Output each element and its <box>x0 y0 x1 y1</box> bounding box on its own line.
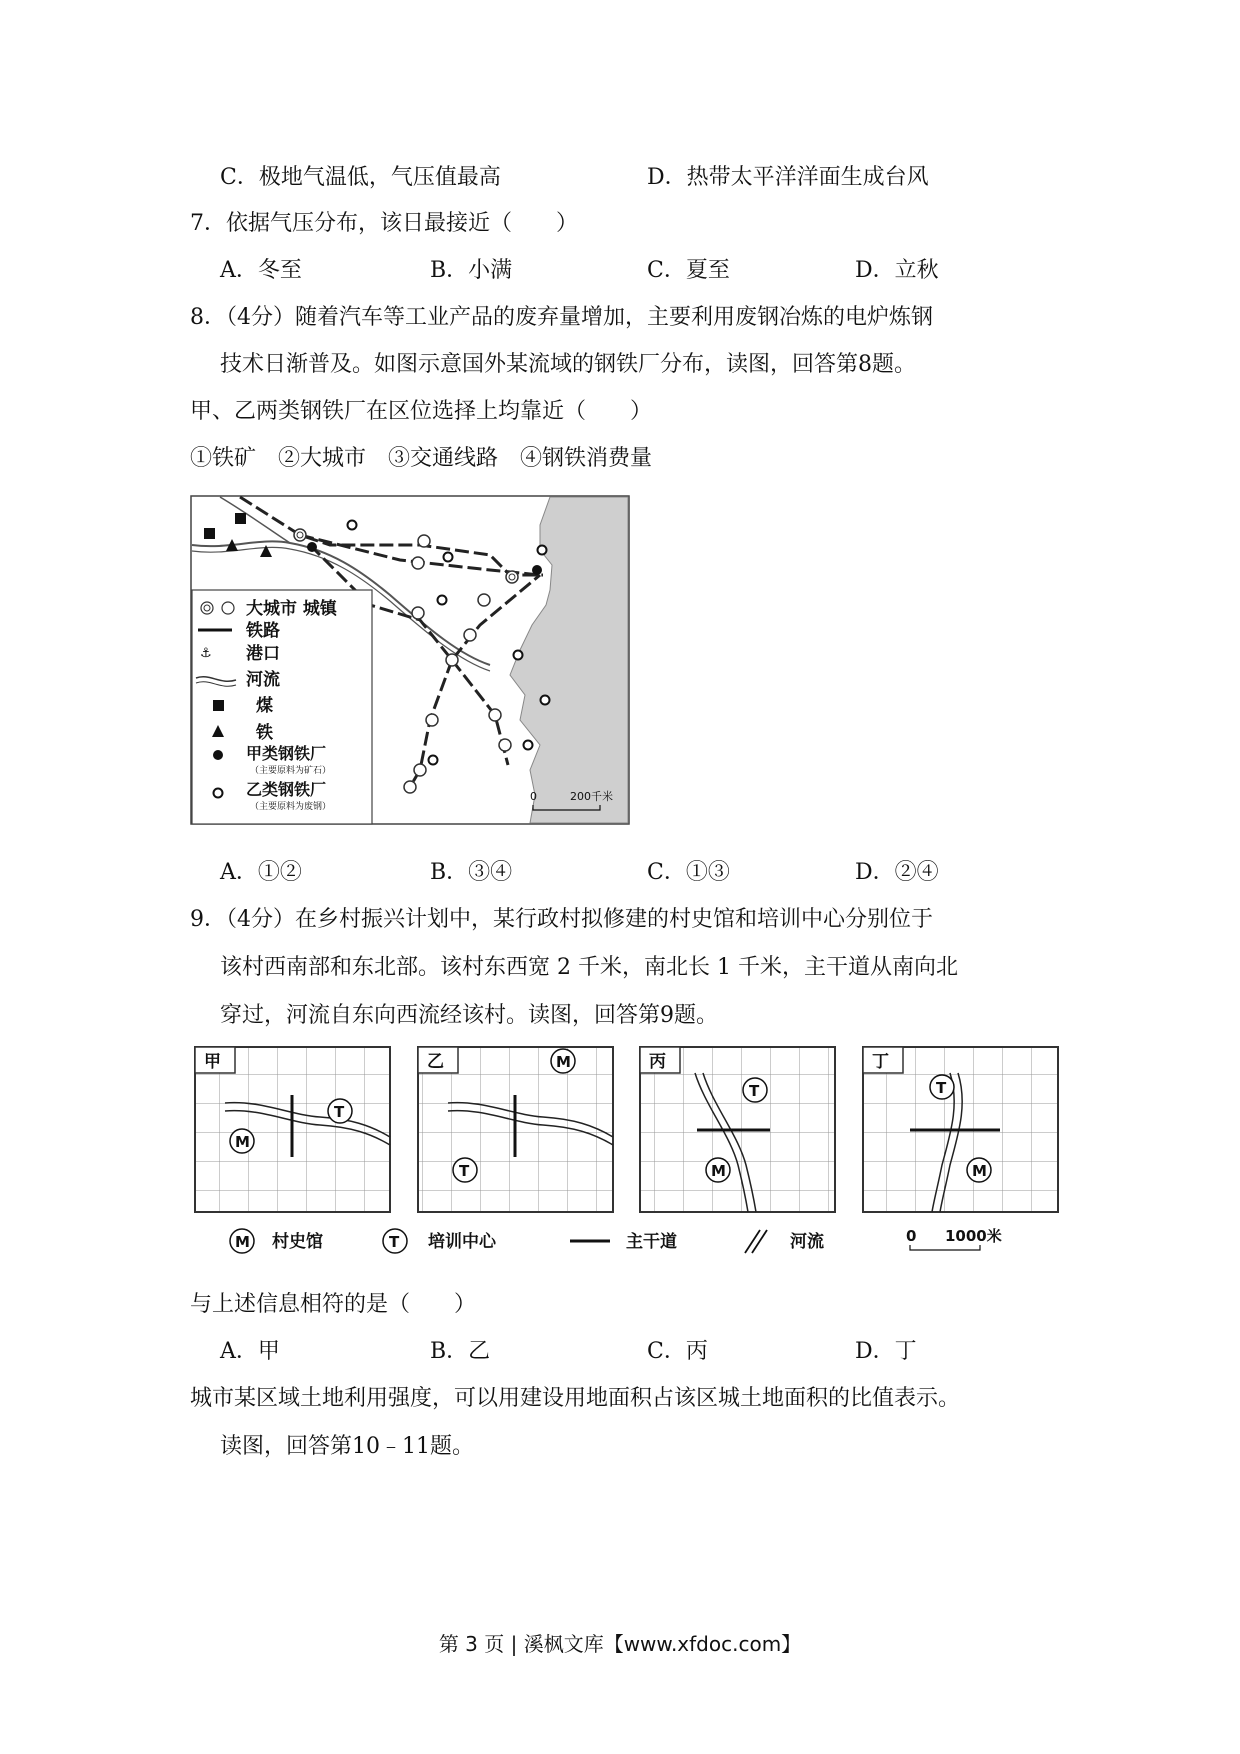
legend-iron-label: 铁 <box>256 723 273 743</box>
q10-intro-2: 读图，回答第10﹣11题。 <box>220 1434 474 1459</box>
map1-scale-zero: 0 <box>530 790 537 803</box>
panel-ding <box>863 1047 1058 1212</box>
training-center-icon: T <box>936 1079 947 1097</box>
legend-road-label: 主干道 <box>626 1232 677 1252</box>
legend-type-a-note: （主要原料为矿石） <box>250 766 332 776</box>
museum-icon: M <box>556 1053 571 1071</box>
q8-stem-1: 8．（4分）随着汽车等工业产品的废弃量增加，主要利用废钢冶炼的电炉炼钢 <box>190 305 933 330</box>
museum-icon: M <box>235 1133 250 1151</box>
legend-rail-label: 铁路 <box>246 621 280 641</box>
q9-option-a: A．甲 <box>220 1339 280 1364</box>
museum-icon: M <box>972 1162 987 1180</box>
training-center-icon: T <box>459 1162 470 1180</box>
q9-stem-4: 与上述信息相符的是（ ） <box>190 1292 477 1317</box>
q6-option-d: D．热带太平洋洋面生成台风 <box>647 165 929 190</box>
q9-stem-3: 穿过，河流自东向西流经该村。读图，回答第9题。 <box>220 1003 718 1028</box>
q7-option-c: C．夏至 <box>647 258 730 283</box>
panel-ding-label: 丁 <box>872 1052 889 1072</box>
map1-scale-value: 200千米 <box>570 790 613 803</box>
q8-stem-4: ①铁矿 ②大城市 ③交通线路 ④钢铁消费量 <box>190 446 653 471</box>
legend-river-label: 河流 <box>246 670 280 690</box>
q7-option-a: A．冬至 <box>220 258 302 283</box>
legend-training-label: 培训中心 <box>428 1232 496 1252</box>
panel-jia-label: 甲 <box>204 1052 221 1072</box>
page-footer: 第 3 页 | 溪枫文库【www.xfdoc.com】 <box>438 1632 802 1656</box>
q8-stem-2: 技术日渐普及。如图示意国外某流域的钢铁厂分布，读图，回答第8题。 <box>220 352 916 377</box>
legend-museum-label: 村史馆 <box>272 1232 323 1252</box>
q9-stem-2: 该村西南部和东北部。该村东西宽 2 千米，南北长 1 千米，主干道从南向北 <box>220 955 958 980</box>
q9-option-d: D．丁 <box>855 1339 917 1364</box>
q7-option-d: D．立秋 <box>855 258 939 283</box>
q8-option-b: B．③④ <box>430 860 513 885</box>
panel-yi <box>418 1047 613 1212</box>
legend-museum-icon: M <box>235 1233 250 1251</box>
legend-port-label: 港口 <box>246 644 280 664</box>
port-icon: ⚓ <box>200 646 212 661</box>
map2-scale-zero: 0 <box>906 1227 917 1245</box>
map2-scale-value: 1000米 <box>945 1227 1002 1245</box>
q7-stem: 7．依据气压分布，该日最接近（ ） <box>190 211 578 236</box>
legend-type-a-label: 甲类钢铁厂 <box>246 744 327 763</box>
training-center-icon: T <box>334 1103 345 1121</box>
q9-option-b: B．乙 <box>430 1339 491 1364</box>
panel-yi-label: 乙 <box>427 1052 444 1072</box>
panel-jia <box>195 1047 390 1212</box>
q10-intro-1: 城市某区域土地利用强度，可以用建设用地面积占该区城土地面积的比值表示。 <box>190 1386 961 1411</box>
q8-option-c: C．①③ <box>647 860 730 885</box>
q7-option-b: B．小满 <box>430 258 513 283</box>
q8-option-d: D．②④ <box>855 860 939 885</box>
q8-stem-3: 甲、乙两类钢铁厂在区位选择上均靠近（ ） <box>190 399 653 424</box>
q6-option-c: C．极地气温低，气压值最高 <box>220 165 501 190</box>
panel-bing-label: 丙 <box>649 1052 666 1072</box>
training-center-icon: T <box>749 1082 760 1100</box>
steel-plant-map <box>190 495 630 825</box>
legend-river-label-2: 河流 <box>790 1232 824 1252</box>
legend-type-b-note: （主要原料为废钢） <box>250 802 332 812</box>
panel-bing <box>640 1047 835 1212</box>
q9-option-c: C．丙 <box>647 1339 708 1364</box>
q8-option-a: A．①② <box>220 860 302 885</box>
village-maps-figure <box>190 1045 1070 1260</box>
legend-type-b-label: 乙类钢铁厂 <box>246 780 327 799</box>
legend-training-icon: T <box>389 1233 400 1251</box>
q9-stem-1: 9．（4分）在乡村振兴计划中，某行政村拟修建的村史馆和培训中心分别位于 <box>190 907 933 932</box>
museum-icon: M <box>711 1162 726 1180</box>
legend-coal-label: 煤 <box>256 696 273 716</box>
legend-city-label: 大城市 城镇 <box>246 599 337 619</box>
